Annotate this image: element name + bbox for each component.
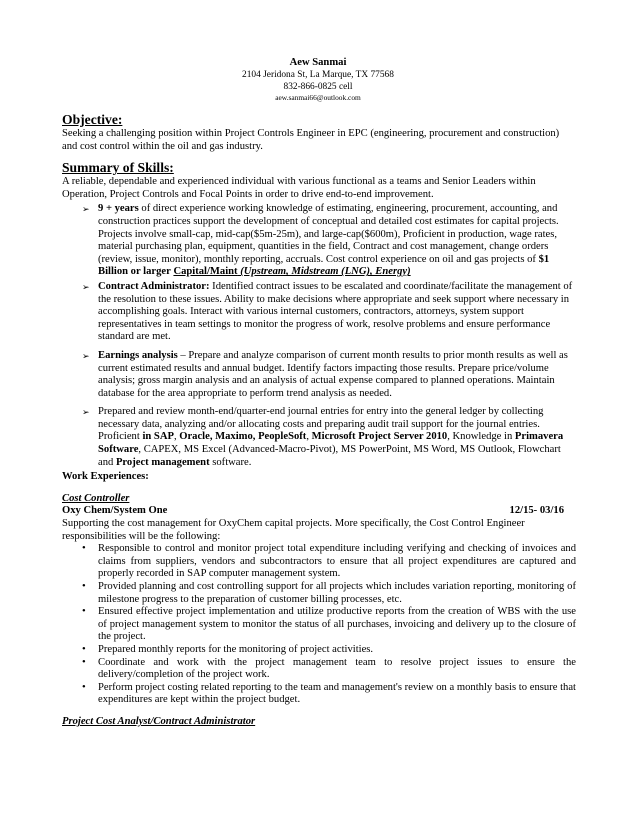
objective-text: Seeking a challenging position within Project Controls Engineer in EPC (engineering, procurement and construction) and cost control within the oil and gas industry. xyxy=(62,128,560,152)
skill-text: , xyxy=(306,431,312,443)
skill-emphasis: Primavera Software xyxy=(98,431,564,456)
work-heading: Work Experiences: xyxy=(62,471,149,483)
skill-emphasis: Microsoft Project Server 2010 xyxy=(311,431,448,443)
skill-emphasis: Project management xyxy=(115,456,210,468)
dot-bullet-icon: • xyxy=(82,606,86,618)
skill-item-earnings xyxy=(62,350,576,400)
skill-underline: Capital/Maint xyxy=(173,266,238,278)
skill-lead: 9 + years xyxy=(98,203,139,215)
objective-heading: Objective: xyxy=(62,112,123,127)
candidate-phone: 832-866-0825 cell xyxy=(283,82,353,92)
list-item xyxy=(62,606,576,644)
job-intro: Supporting the cost management for OxyChem capital projects. More specifically, the Cost Control Engineer responsibilities will be the following: xyxy=(62,518,525,542)
summary-intro: A reliable, dependable and experienced individual with various functional as a teams and Senior Leaders within Operation, Project Controls and Focal Points in order to drive end-to-end improvement. xyxy=(62,176,536,200)
list-item-text: Responsible to control and monitor project total expenditure including verifying and checking of invoices and claims from suppliers, vendors and subcontractors to ensure that all project expenditures are captured and properly recorded in SAP computer management system. xyxy=(98,543,576,580)
skill-emphasis: Oracle, Maximo, PeopleSoft xyxy=(179,431,307,443)
dot-bullet-icon: • xyxy=(82,643,86,655)
arrow-bullet-icon: ➢ xyxy=(82,204,90,215)
skill-item-journal xyxy=(62,406,576,469)
list-item xyxy=(62,581,576,606)
list-item-text: Ensured effective project implementation and utilize productive reports from the creation of WBS with the use of project management system to monitor the status of all purchases, invoicing and delivery up to the closure of the project. xyxy=(98,606,576,643)
arrow-bullet-icon: ➢ xyxy=(82,281,90,292)
arrow-bullet-icon: ➢ xyxy=(82,407,90,418)
skill-item-experience xyxy=(62,203,576,279)
job-title: Cost Controller xyxy=(62,492,130,504)
job-company: Oxy Chem/System One xyxy=(62,505,168,517)
resume-header xyxy=(128,56,508,103)
list-item-text: Prepared monthly reports for the monitoring of project activities. xyxy=(98,643,374,655)
list-item xyxy=(62,657,576,682)
skill-text: , Knowledge in xyxy=(447,431,515,443)
job-responsibilities xyxy=(62,543,576,707)
skill-text: , xyxy=(173,431,180,443)
job-title-2: Project Cost Analyst/Contract Administrator xyxy=(62,715,256,727)
skill-text: of direct experience working knowledge of estimating, engineering, procurement, accounting, and construction practices support the development of conceptual and detailed cost estimates for capital projects. Projects involve small-cap, mid-cap($5m-25m), and large-cap($600m), Proficient in production, wage rates, material purchasing plan, equipment, quantities in the field, Contract and cost management, change orders (review, issue, monitor), monthly reporting, accruals. Cost control experience on oil and gas projects of xyxy=(98,203,559,265)
job-dates: 12/15- 03/16 xyxy=(509,505,564,517)
skill-emphasis: $1 Billion or larger xyxy=(98,253,550,278)
list-item-text: Provided planning and cost controlling support for all projects which includes variation reporting, monitoring of milestone progress to the preparation of customer billing processes, etc. xyxy=(98,581,576,605)
skill-text: , CAPEX, MS Excel (Advanced-Macro-Pivot), MS PowerPoint, MS Word, MS Outlook, Flowchart and xyxy=(98,444,561,468)
skill-item-contract-admin xyxy=(62,281,576,344)
dot-bullet-icon: • xyxy=(82,681,86,693)
skill-lead: Earnings analysis xyxy=(98,349,178,361)
list-item xyxy=(62,644,576,657)
dot-bullet-icon: • xyxy=(82,656,86,668)
skill-text: software. xyxy=(209,456,252,468)
arrow-bullet-icon: ➢ xyxy=(82,350,90,361)
resume-page xyxy=(62,56,576,729)
job-company-row xyxy=(62,505,576,518)
candidate-name: Aew Sanmai xyxy=(289,57,347,68)
skill-text: – Prepare and analyze comparison of current month results to prior month results as well as current estimated results and annual budget. Identify factors impacting those results. Prepare price/volume analysis; gross margin analysis and an analysis of actual expense compared to planned operations. Maintain database for the area appropriate to perform trend analysis as needed. xyxy=(98,349,568,399)
skill-underline-italic: (Upstream, Midstream (LNG), Energy) xyxy=(237,266,411,278)
skill-lead: Contract Administrator: xyxy=(98,280,210,292)
dot-bullet-icon: • xyxy=(82,581,86,592)
candidate-email: aew.sanmai66@outlook.com xyxy=(275,93,361,102)
skill-emphasis: in SAP xyxy=(142,431,174,443)
skill-text: Identified contract issues to be escalated and coordinate/facilitate the management of the resolution to these issues. Ability to make decisions where appropriate and seek support where necessary in accomplishing goals. Interact with various internal customers, contractors, attorneys, system support representatives in team settings to monitor the progress of work, resolve problems and ensure performance standard are met. xyxy=(98,280,573,343)
list-item xyxy=(62,543,576,581)
list-item xyxy=(62,682,576,707)
skill-text: Prepared and review month-end/quarter-end journal entries for entry into the general ledger by collecting necessary data, analyzing and/or allocating costs and preparing audit trail support for the journal entries. Proficient xyxy=(98,406,544,443)
list-item-text: Coordinate and work with the project management team to resolve project issues to ensure the delivery/completion of the project work. xyxy=(98,656,576,681)
list-item-text: Perform project costing related reporting to the team and management's review on a monthly basis to ensure that expenditures are kept within the project budget. xyxy=(98,681,576,706)
candidate-address: 2104 Jeridona St, La Marque, TX 77568 xyxy=(242,70,394,80)
dot-bullet-icon: • xyxy=(82,543,86,555)
skills-list xyxy=(62,203,576,469)
summary-heading: Summary of Skills: xyxy=(62,160,174,176)
